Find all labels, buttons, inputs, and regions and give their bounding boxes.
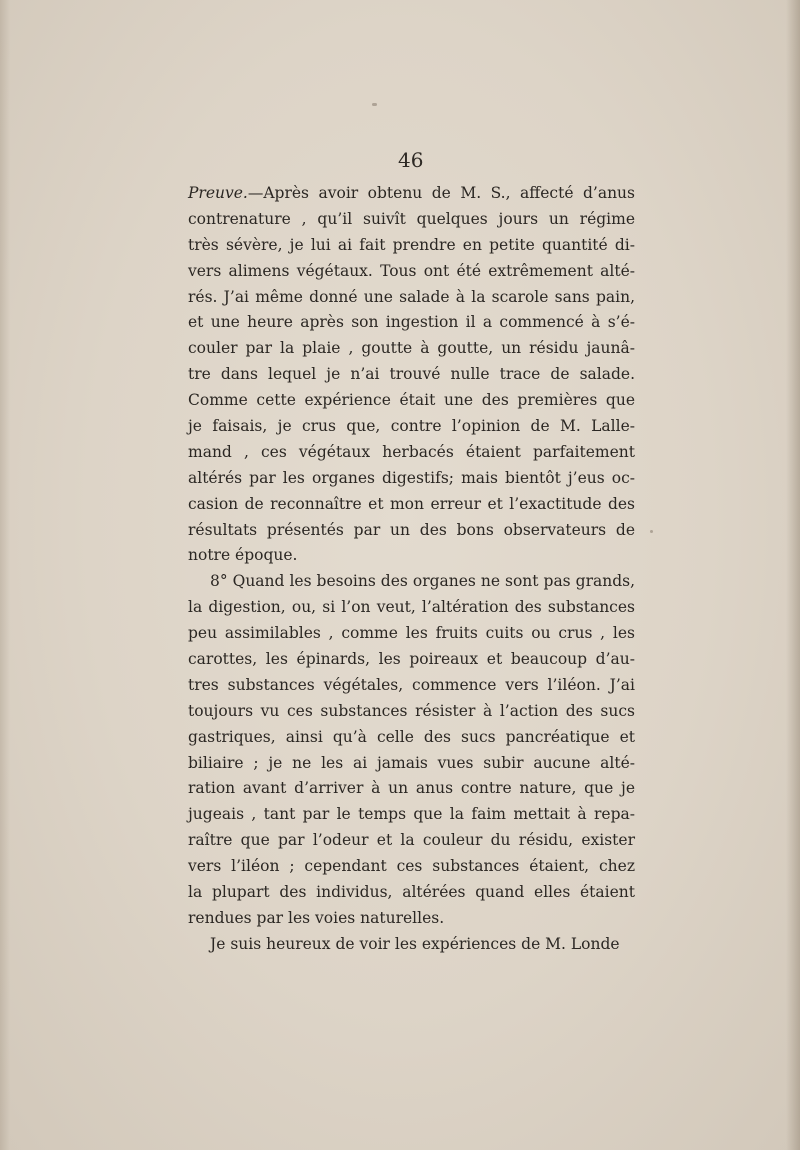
line-text: très sévère, je lui ai fait prendre en petite quantité di- bbox=[188, 235, 635, 254]
line-text: biliaire ; je ne les ai jamais vues subir aucune alté- bbox=[188, 753, 635, 772]
line-text: —Après avoir obtenu de M. S., affecté d’anus bbox=[247, 184, 635, 202]
text-line bbox=[188, 518, 635, 544]
line-text: altérés par les organes digestifs; mais bientôt j’eus oc- bbox=[188, 468, 635, 487]
text-line bbox=[188, 932, 635, 958]
line-text: ration avant d’arriver à un anus contre nature, que je bbox=[188, 779, 635, 798]
text-line bbox=[188, 673, 635, 699]
line-text: rendues par les voies naturelles. bbox=[188, 908, 445, 927]
text-line bbox=[188, 699, 635, 725]
paper-speck bbox=[650, 530, 653, 533]
line-text: Je suis heureux de voir les expériences de M. Londe bbox=[210, 934, 620, 953]
line-text: rés. J’ai même donné une salade à la scarole sans pain, bbox=[188, 287, 635, 306]
line-text: résultats présentés par un des bons observateurs de bbox=[188, 520, 635, 539]
text-line bbox=[188, 621, 635, 647]
text-line bbox=[188, 569, 635, 595]
line-text: je faisais, je crus que, contre l’opinion de M. Lalle- bbox=[188, 417, 635, 436]
italic-lead-word: Preuve. bbox=[188, 184, 248, 202]
page-left-shadow bbox=[0, 0, 10, 1150]
text-line bbox=[188, 285, 635, 311]
body-text bbox=[188, 181, 635, 958]
text-line bbox=[188, 414, 635, 440]
line-text: raître que par l’odeur et la couleur du résidu, exister bbox=[188, 831, 635, 850]
text-line bbox=[188, 310, 635, 336]
text-line bbox=[188, 906, 635, 932]
line-text: la plupart des individus, altérées quand elles étaient bbox=[188, 883, 635, 902]
line-text: couler par la plaie , goutte à goutte, un résidu jaunâ- bbox=[188, 339, 635, 358]
text-line bbox=[188, 440, 635, 466]
line-text: et une heure après son ingestion il a commencé à s’é- bbox=[188, 313, 635, 332]
text-line bbox=[188, 802, 635, 828]
text-line bbox=[188, 854, 635, 880]
text-line bbox=[188, 725, 635, 751]
line-text: Comme cette expérience était une des premières que bbox=[188, 391, 635, 410]
text-line bbox=[188, 207, 635, 233]
paper-speck bbox=[372, 103, 377, 106]
line-text: toujours vu ces substances résister à l’action des sucs bbox=[188, 701, 635, 720]
text-line bbox=[188, 336, 635, 362]
text-line bbox=[188, 362, 635, 388]
text-line bbox=[188, 751, 635, 777]
text-line bbox=[188, 595, 635, 621]
text-line bbox=[188, 233, 635, 259]
text-line bbox=[188, 388, 635, 414]
line-text: vers alimens végétaux. Tous ont été extrêmement alté- bbox=[188, 261, 635, 280]
line-text: la digestion, ou, si l’on veut, l’altération des substances bbox=[188, 598, 635, 617]
page-right-shadow bbox=[786, 0, 800, 1150]
line-text: vers l’iléon ; cependant ces substances étaient, chez bbox=[188, 857, 635, 876]
text-line bbox=[188, 492, 635, 518]
text-line bbox=[188, 880, 635, 906]
line-text: tre dans lequel je n’ai trouvé nulle trace de salade. bbox=[188, 365, 635, 384]
text-line bbox=[188, 543, 635, 569]
text-line bbox=[188, 181, 635, 207]
line-text: casion de reconnaître et mon erreur et l’exactitude des bbox=[188, 494, 635, 513]
line-text: 8° Quand les besoins des organes ne sont pas grands, bbox=[210, 572, 635, 591]
line-text: notre époque. bbox=[188, 546, 298, 565]
text-line bbox=[188, 466, 635, 492]
text-line bbox=[188, 828, 635, 854]
line-text: carottes, les épinards, les poireaux et beaucoup d’au- bbox=[188, 650, 635, 669]
line-text: contrenature , qu’il suivît quelques jours un régime bbox=[188, 209, 635, 228]
text-line bbox=[188, 776, 635, 802]
line-text: gastriques, ainsi qu’à celle des sucs pancréatique et bbox=[188, 727, 635, 746]
text-line bbox=[188, 647, 635, 673]
page-number: 46 bbox=[398, 148, 424, 172]
line-text: tres substances végétales, commence vers l’iléon. J’ai bbox=[188, 675, 635, 694]
line-text: jugeais , tant par le temps que la faim mettait à repa- bbox=[188, 805, 635, 824]
text-line bbox=[188, 259, 635, 285]
line-text: peu assimilables , comme les fruits cuits ou crus , les bbox=[188, 624, 635, 643]
line-text: mand , ces végétaux herbacés étaient parfaitement bbox=[188, 442, 635, 461]
